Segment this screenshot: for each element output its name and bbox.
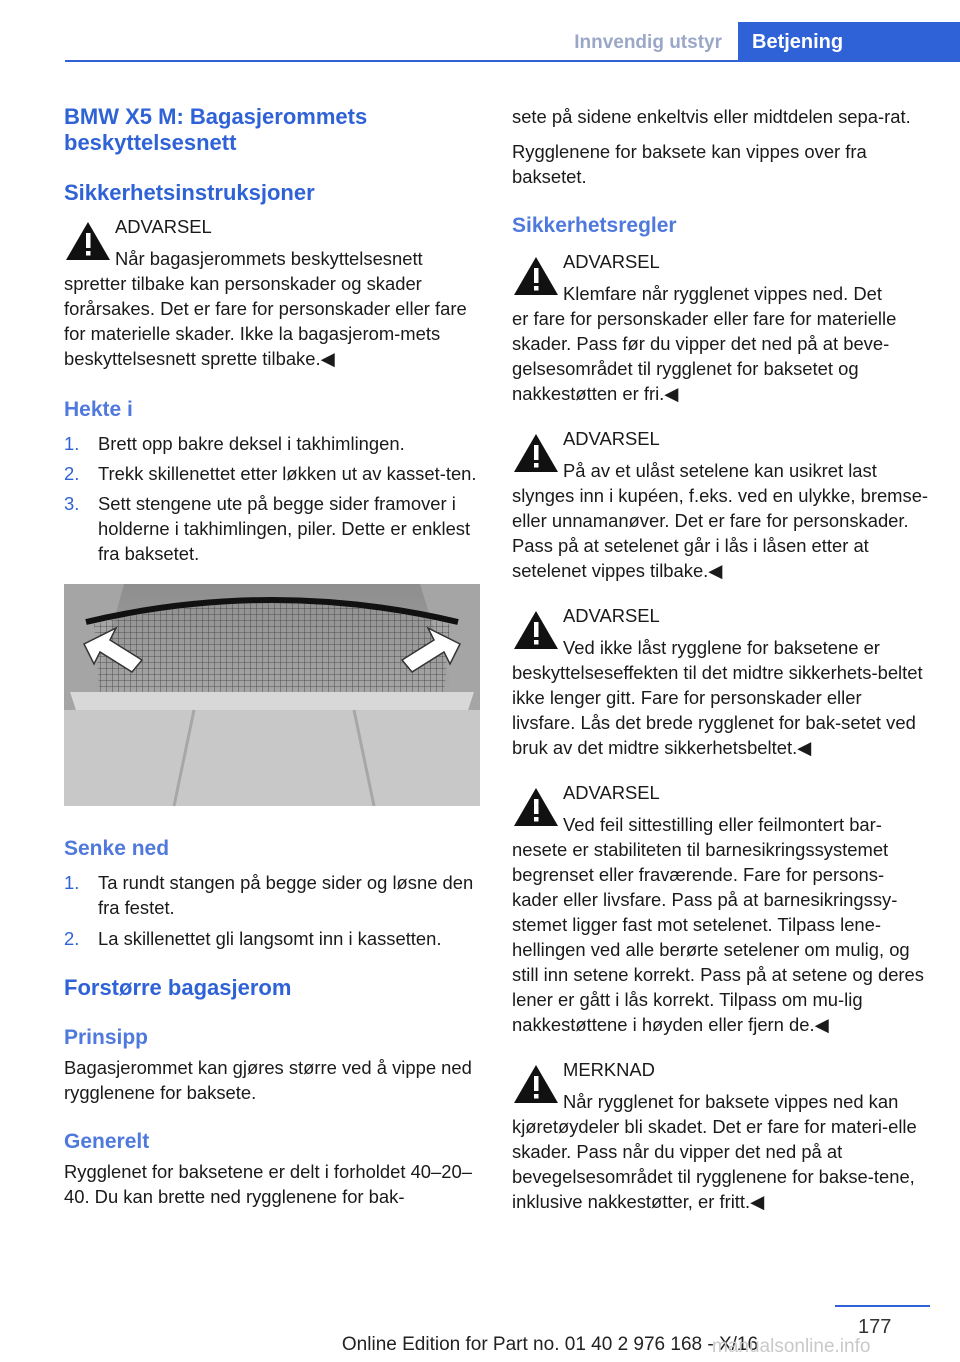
header-chapter: Betjening [738,22,960,62]
notice-label: MERKNAD [563,1059,655,1080]
warning-triangle-icon [512,1063,560,1105]
right-column [512,100,930,1214]
principle-text: Bagasjerommet kan gjøres større ved å vippe ned rygglenene for baksete. [64,1057,472,1103]
list-item: 2. Trekk skillenettet etter løkken ut av kasset-ten. [64,463,477,484]
warning-text-first: Når bagasjerommets beskyttelsesnett [115,248,423,269]
warning-label: ADVARSEL [563,605,660,626]
warning-text: beskyttelseseffekten til det midtre sikkerhets-beltet ikke lenger gitt. Fare for personskader eller livsfare. Lås det brede rygglenet for bak-setet ved bruk av det midtre sikkerhetsbeltet.◀ [512,662,923,758]
warning-box [512,780,930,1037]
warning-triangle-icon [512,432,560,474]
cargo-net-photo [64,584,480,806]
list-item: 2. La skillenettet gli langsomt inn i kassetten. [64,928,442,949]
watermark: manualsonline.info [712,1336,871,1357]
general-heading: Generelt [64,1130,150,1153]
warning-text-first: Ved feil sittestilling eller feilmontert bar- [563,814,882,835]
page-header [0,22,960,62]
rules-heading: Sikkerhetsregler [512,214,677,237]
enlarge-heading: Forstørre bagasjerom [64,975,292,1000]
warning-text: slynges inn i kupéen, f.eks. ved en ulykke, bremse- eller unnamanøver. Det er fare for personskader. Pass på at setelenet går i lås i låsen etter at setelenet vippes tilbake.◀ [512,485,929,581]
principle-heading: Prinsipp [64,1026,149,1049]
warning-triangle-icon [512,255,560,297]
warning-triangle-icon [512,609,560,651]
left-column [64,100,482,1209]
hook-heading: Hekte i [64,398,133,421]
header-rule [65,60,738,62]
page-number: 177 [858,1316,892,1338]
warning-box [512,603,930,760]
general-text: Rygglenet for baksetene er delt i forholdet 40–20–40. Du kan brette ned rygglenene for bak- [64,1161,472,1207]
list-item: 3. Sett stengene ute på begge sider framover i holderne i takhimlingen, piler. Dette er enklest fra baksetet. [64,493,471,564]
hook-steps [64,431,482,566]
header-section: Innvendig utstyr [574,32,722,53]
warning-text: er fare for personskader eller fare for materielle skader. Pass før du vipper det ned på at beve-gelsesområdet til rygglenet for baksetet og nakkestøtten er fri.◀ [512,308,897,404]
warning-box [512,426,930,583]
lower-heading: Senke ned [64,837,170,860]
warning-label: ADVARSEL [563,251,660,272]
continued-text-2: Rygglenene for baksete kan vippes over fra baksetet. [512,141,867,187]
warning-box [64,214,482,371]
list-item: 1. Brett opp bakre deksel i takhimlingen. [64,433,405,454]
warning-triangle-icon [512,786,560,828]
warning-text: spretter tilbake kan personskader og skader forårsakes. Det er fare for personskader eller fare for materielle skader. Ikke la bagasjerom-mets beskyttelsesnett sprette tilbake.◀ [64,273,467,369]
page-title: BMW X5 M: Bagasjerommets beskyttelsesnett [64,104,368,155]
notice-text-first: Når rygglenet for baksete vippes ned kan [563,1091,899,1112]
warning-box [512,249,930,406]
warning-text: nesete er stabiliteten til barnesikringssystemet begrenset eller fraværende. Fare for persons-kader eller livsfare. Pass på at barnesikringssy-stemet ligger fast mot setelenet. Tilpass lene-hellingen ved alle berørte setelener om mulig, og still inn setene korrekt. Pass på at setene og deres lener er gått i lås korrekt. Tilpass om mu-lig nakkestøttene i høyden eller fjern de.◀ [512,839,924,1035]
continued-text: sete på sidene enkeltvis eller midtdelen sepa-rat. [512,106,911,127]
warning-label: ADVARSEL [563,428,660,449]
footer-rule [835,1305,930,1307]
notice-text: kjøretøydeler bli skadet. Det er fare for materi-elle skader. Pass når du vipper det ned på at bevegelsesområdet til rygglenene for bakse-tene, inklusive nakkestøtter, er fritt.◀ [512,1116,917,1212]
list-item: 1. Ta rundt stangen på begge sider og løsne den fra festet. [64,872,474,918]
safety-heading: Sikkerhetsinstruksjoner [64,180,315,205]
warning-label: ADVARSEL [115,216,212,237]
edition-text: Online Edition for Part no. 01 40 2 976 168 - X/16 [341,1334,759,1355]
warning-text-first: Ved ikke låst rygglene for baksetene er [563,637,880,658]
warning-text-first: Klemfare når rygglenet vippes ned. Det [563,283,882,304]
warning-triangle-icon [64,220,112,262]
notice-box [512,1057,930,1214]
lower-steps [64,870,482,951]
warning-label: ADVARSEL [563,782,660,803]
warning-text-first: På av et ulåst setelene kan usikret last [563,460,877,481]
